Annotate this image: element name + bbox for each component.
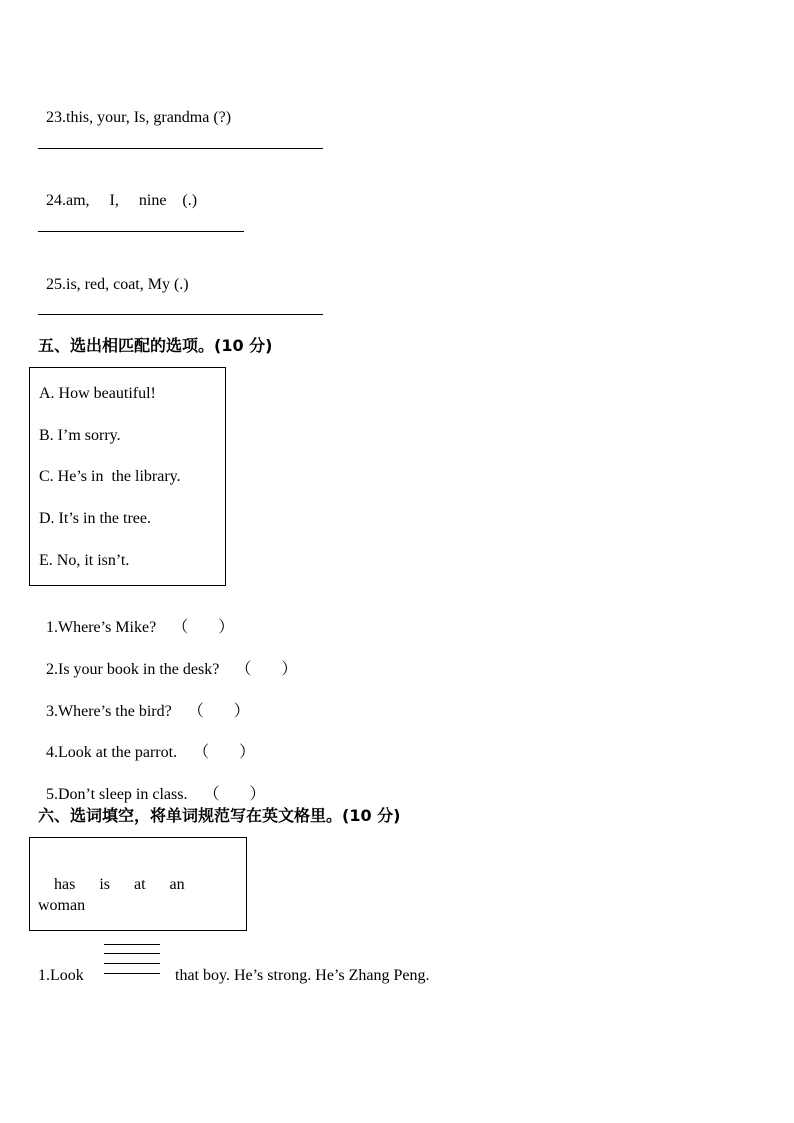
answer-line-25[interactable] (38, 314, 323, 315)
word-bank-item: is (99, 876, 110, 893)
answer-paren-open[interactable]: （ (187, 703, 204, 720)
answer-paren-close[interactable]: ） (281, 661, 298, 678)
answer-paren-open[interactable]: （ (203, 786, 220, 803)
fill-sentence-1-end: that boy. He’s strong. He’s Zhang Peng. (175, 967, 430, 984)
question-words: this, your, Is, grandma (?) (66, 109, 232, 126)
answer-paren-open[interactable]: （ (193, 744, 210, 761)
question-25 (38, 255, 189, 295)
question-words: am, I, nine (.) (66, 192, 198, 209)
answer-line-24[interactable] (38, 231, 244, 232)
answer-paren-open[interactable]: （ (235, 661, 252, 678)
question-text: 1.Where’s Mike? (46, 619, 157, 636)
word-bank-row-2: woman (38, 897, 86, 914)
options-box (29, 367, 226, 586)
word-bank-item: an (169, 876, 185, 893)
answer-paren-open[interactable]: （ (172, 619, 189, 636)
fill-sentence-1-start: 1.Look (38, 967, 84, 984)
question-text: 3.Where’s the bird? (46, 703, 172, 720)
answer-paren-close[interactable]: ） (249, 786, 266, 803)
answer-paren-close[interactable]: ） (218, 619, 235, 636)
section-6-heading: 六、选词填空，将单词规范写在英文格里。(10 分) (38, 806, 401, 825)
question-number: 23. (46, 109, 66, 126)
answer-line-23[interactable] (38, 148, 323, 149)
match-question-4 (38, 723, 255, 763)
match-question-2 (38, 640, 297, 680)
word-bank-box (29, 837, 247, 931)
word-bank-item: at (134, 876, 146, 893)
question-23 (38, 88, 231, 128)
match-question-1 (38, 598, 234, 638)
option-b: B. I’m sorry. (39, 427, 121, 444)
question-words: is, red, coat, My (.) (66, 276, 189, 293)
question-24 (38, 171, 197, 211)
answer-paren-close[interactable]: ） (239, 744, 256, 761)
question-number: 24. (46, 192, 66, 209)
option-e: E. No, it isn’t. (39, 552, 130, 569)
match-question-3 (38, 682, 250, 722)
word-bank-item: has (54, 876, 76, 893)
english-four-line-grid[interactable] (104, 944, 160, 974)
match-question-5 (38, 765, 266, 805)
question-text: 2.Is your book in the desk? (46, 661, 220, 678)
question-text: 5.Don’t sleep in class. (46, 786, 188, 803)
question-text: 4.Look at the parrot. (46, 744, 178, 761)
question-number: 25. (46, 276, 66, 293)
option-a: A. How beautiful! (39, 385, 156, 402)
section-5-heading: 五、选出相匹配的选项。(10 分) (38, 336, 273, 355)
answer-paren-close[interactable]: ） (233, 703, 250, 720)
option-d: D. It’s in the tree. (39, 510, 151, 527)
option-c: C. He’s in the library. (39, 468, 181, 485)
